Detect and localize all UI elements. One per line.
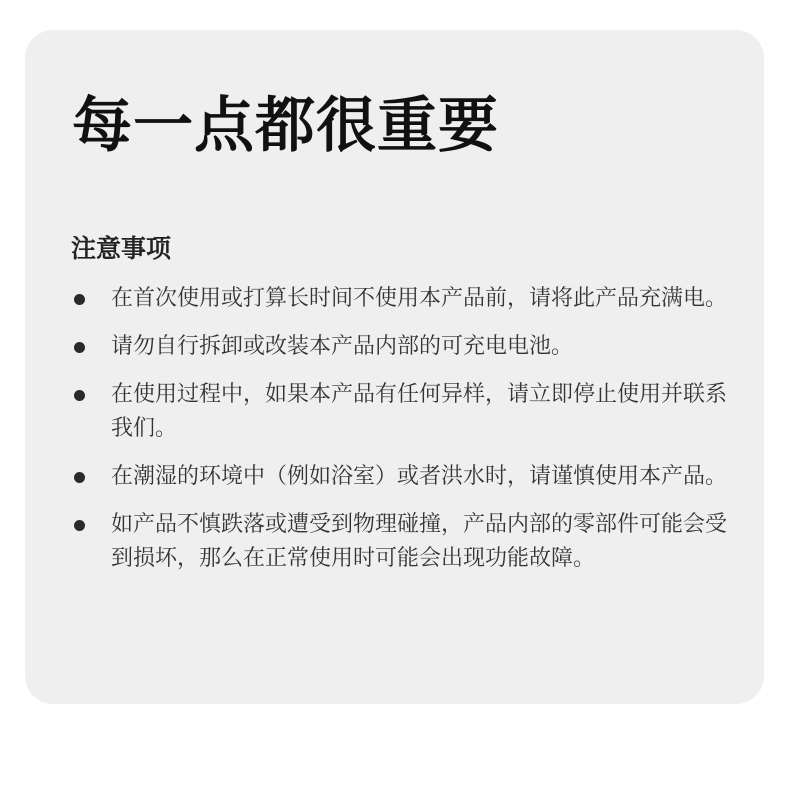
bullet-icon [74, 520, 85, 531]
section-heading: 注意事项 [71, 234, 172, 263]
list-item [71, 378, 731, 446]
bullet-icon [74, 342, 85, 353]
list-item [71, 460, 731, 494]
notice-card [25, 30, 764, 704]
list-item-text: 如产品不慎跌落或遭受到物理碰撞，产品内部的零部件可能会受到损坏，那么在正常使用时可能会出现功能故障。 [111, 512, 728, 571]
bullet-icon [74, 390, 85, 401]
list-item [71, 508, 731, 576]
bullet-icon [74, 472, 85, 483]
page-title: 每一点都很重要 [72, 91, 499, 161]
list-item [71, 282, 731, 316]
list-item-text: 请勿自行拆卸或改装本产品内部的可充电电池。 [111, 334, 574, 359]
bullet-icon [74, 294, 85, 305]
list-item-text: 在首次使用或打算长时间不使用本产品前，请将此产品充满电。 [111, 286, 728, 311]
notice-list [71, 282, 731, 590]
list-item-text: 在使用过程中，如果本产品有任何异样，请立即停止使用并联系我们。 [111, 382, 728, 441]
list-item [71, 330, 731, 364]
list-item-text: 在潮湿的环境中（例如浴室）或者洪水时，请谨慎使用本产品。 [111, 464, 728, 489]
